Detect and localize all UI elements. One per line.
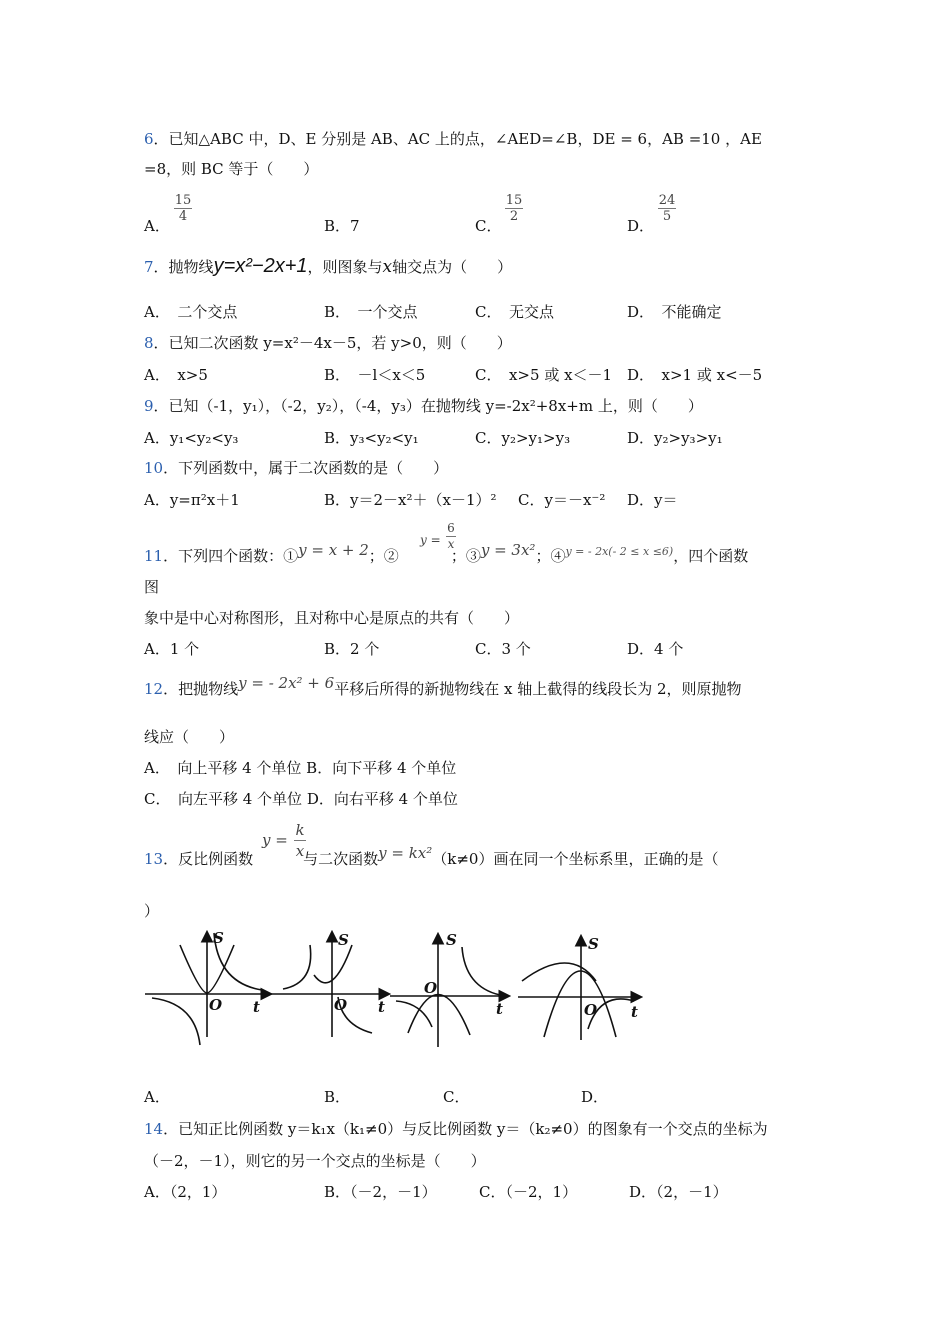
q9-number: 9 xyxy=(144,397,154,415)
q12-options-ab[interactable]: A． 向上平移 4 个单位 B．向下平移 4 个单位 xyxy=(144,759,457,777)
q14-stem xyxy=(144,1119,768,1139)
q11-option-a[interactable]: A．1 个 xyxy=(144,640,200,658)
q14-number: 14 xyxy=(144,1120,164,1138)
q10-number: 10 xyxy=(144,459,164,477)
q14-option-d[interactable]: D．（2，－1） xyxy=(629,1183,728,1201)
q6-option-c[interactable]: C． xyxy=(475,217,502,235)
q9-option-b[interactable]: B．y₃<y₂<y₁ xyxy=(324,429,419,447)
graph-c-parabola xyxy=(408,994,470,1035)
graph-b-hyperbola-upper xyxy=(283,945,311,989)
q12-formula: y = - 2x² + 6 xyxy=(238,674,335,692)
q11-text-post: ，四个函数 xyxy=(673,547,749,565)
q14-text: ．已知正比例函数 y＝k₁x（k₁≠0）与反比例函数 y＝（k₂≠0）的图象有一个交点的坐标为 xyxy=(163,1120,768,1138)
q12-stem xyxy=(144,674,742,699)
graph-a[interactable] xyxy=(145,933,270,1045)
graph-c-s-label: S xyxy=(446,931,457,949)
q12-text-post: 平移后所得的新抛物线在 x 轴上截得的线段长为 2，则原抛物 xyxy=(334,680,742,698)
q6-option-c-fraction xyxy=(505,193,523,224)
q7-option-b[interactable]: B． 一个交点 xyxy=(324,303,418,321)
graph-c-hyperbola-lower xyxy=(396,1001,432,1027)
fraction-numerator: 24 xyxy=(658,193,676,208)
q11-number: 11 xyxy=(144,547,164,565)
q10-option-d[interactable]: D．y＝ xyxy=(627,491,678,509)
q11-sep-3: ；③ xyxy=(450,547,481,565)
fraction-numerator: 6 xyxy=(447,521,455,535)
graph-d[interactable] xyxy=(518,937,640,1040)
graph-c-origin-label: O xyxy=(424,979,438,997)
graph-d-origin-label: O xyxy=(584,1001,598,1019)
q12-number: 12 xyxy=(144,680,164,698)
q7-option-c[interactable]: C． 无交点 xyxy=(475,303,554,321)
q8-number: 8 xyxy=(144,334,154,352)
q7-formula: y=x²−2x+1 xyxy=(213,255,308,277)
q6-option-d-fraction xyxy=(658,193,676,224)
q13-function-2: y = kx² xyxy=(378,844,433,862)
q8-option-d[interactable]: D． x>1 或 x<－5 xyxy=(627,366,763,384)
q9-option-a[interactable]: A．y₁<y₂<y₃ xyxy=(144,429,239,447)
q14-stem-line2: （－2，－1），则它的另一个交点的坐标是（ ） xyxy=(144,1152,486,1170)
q10-option-a[interactable]: A．y=π²x＋1 xyxy=(144,491,240,509)
q11-option-b[interactable]: B．2 个 xyxy=(324,640,380,658)
q8-option-a[interactable]: A． x>5 xyxy=(144,366,208,384)
q7-option-a[interactable]: A． 二个交点 xyxy=(144,303,238,321)
q6-option-a[interactable]: A． xyxy=(144,217,170,235)
q11-text-pre: ．下列四个函数：① xyxy=(163,547,299,565)
q6-option-a-fraction xyxy=(174,193,192,224)
q11-sep-2: ；② xyxy=(368,547,399,565)
graph-b[interactable] xyxy=(270,933,388,1037)
fraction-numerator: k xyxy=(295,821,305,839)
q11-function-3: y = 3x² xyxy=(480,541,536,559)
q10-text: ．下列函数中，属于二次函数的是（ ） xyxy=(163,459,449,477)
q6-text: ．已知△ABC 中，D、E 分别是 AB、AC 上的点，∠AED=∠B，DE = 6，AB =10 ，AE xyxy=(153,130,762,148)
q11-option-d[interactable]: D．4 个 xyxy=(627,640,684,658)
graph-d-t-label: t xyxy=(631,1003,638,1021)
q7-number: 7 xyxy=(144,258,154,276)
q8-text: ．已知二次函数 y=x²－4x－5，若 y>0，则（ ） xyxy=(153,334,512,352)
q7-text-post: 轴交点为（ ） xyxy=(392,258,513,276)
q9-stem xyxy=(144,396,703,416)
q12-stem-line2: 线应（ ） xyxy=(144,728,235,746)
fraction-numerator: 15 xyxy=(505,193,523,208)
q13-option-a[interactable]: A． xyxy=(144,1088,170,1106)
q13-option-d[interactable]: D． xyxy=(581,1088,609,1106)
q9-option-c[interactable]: C．y₂>y₁>y₃ xyxy=(475,429,571,447)
graph-a-origin-label: O xyxy=(209,996,223,1014)
q7-option-d[interactable]: D． 不能确定 xyxy=(627,303,722,321)
q12-text-pre: ．把抛物线 xyxy=(163,680,239,698)
q13-text-post: （k≠0）画在同一个坐标系里，正确的是（ xyxy=(432,850,719,868)
fraction-lhs: y = xyxy=(262,831,288,849)
fraction-numerator: 15 xyxy=(174,193,192,208)
q12-options-cd[interactable]: C． 向左平移 4 个单位 D．向右平移 4 个单位 xyxy=(144,790,458,808)
q13-option-c[interactable]: C． xyxy=(443,1088,470,1106)
q13-stem-close: ） xyxy=(144,902,160,920)
q11-sep-4: ；④ xyxy=(535,547,566,565)
fraction-denominator: 4 xyxy=(174,208,192,224)
q14-option-c[interactable]: C．（－2，1） xyxy=(479,1183,578,1201)
q6-option-d[interactable]: D． xyxy=(627,217,655,235)
q14-option-a[interactable]: A．（2，1） xyxy=(144,1183,227,1201)
q6-stem-line2: =8，则 BC 等于（ ） xyxy=(144,160,319,178)
q8-option-b[interactable]: B． －l＜x＜5 xyxy=(324,366,426,384)
graph-b-s-label: S xyxy=(338,931,349,949)
graph-c[interactable] xyxy=(390,935,508,1047)
graph-c-hyperbola-upper xyxy=(462,947,500,995)
graph-b-origin-label: O xyxy=(334,996,348,1014)
q11-function-1: y = x + 2 xyxy=(298,541,369,559)
q9-text: ．已知（-1，y₁），（-2，y₂），（-4，y₃）在抛物线 y=-2x²+8x+m 上，则（ ） xyxy=(153,397,703,415)
q7-x-variable: x xyxy=(382,257,393,277)
fraction-denominator: 5 xyxy=(658,208,676,224)
q7-stem xyxy=(144,256,512,277)
graph-b-t-label: t xyxy=(378,998,385,1016)
q11-function-4: y = - 2x(- 2 ≤ x ≤6) xyxy=(565,545,674,558)
graph-d-s-label: S xyxy=(588,935,599,953)
graph-c-t-label: t xyxy=(496,1000,503,1018)
q11-option-c[interactable]: C．3 个 xyxy=(475,640,531,658)
q9-option-d[interactable]: D．y₂>y₃>y₁ xyxy=(627,429,723,447)
q8-stem xyxy=(144,333,512,353)
q13-option-b[interactable]: B． xyxy=(324,1088,351,1106)
q6-number: 6 xyxy=(144,130,154,148)
q6-stem xyxy=(144,129,762,149)
fraction-denominator: x xyxy=(295,842,305,860)
q13-graphs xyxy=(140,925,660,1055)
graph-a-s-label: S xyxy=(213,929,224,947)
fraction-denominator: 2 xyxy=(505,208,523,224)
q13-stem xyxy=(144,844,719,869)
q7-text-mid: ，则图象与 xyxy=(307,258,383,276)
q11-stem-line3: 象中是中心对称图形，且对称中心是原点的共有（ ） xyxy=(144,609,520,627)
q10-stem xyxy=(144,458,448,478)
graph-b-parabola xyxy=(314,945,352,983)
q10-option-c[interactable]: C．y＝－x⁻² xyxy=(518,491,606,509)
q6-option-b[interactable]: B．7 xyxy=(324,217,360,235)
graph-a-t-label: t xyxy=(253,998,260,1016)
q13-text-pre: ．反比例函数 xyxy=(163,850,254,868)
q8-option-c[interactable]: C． x>5 或 x＜－1 xyxy=(475,366,613,384)
q13-text-mid: 与二次函数 xyxy=(303,850,379,868)
q14-option-b[interactable]: B．（－2，－1） xyxy=(324,1183,437,1201)
q10-option-b[interactable]: B．y＝2－x²＋（x－1）² xyxy=(324,491,497,509)
fraction-denominator: x xyxy=(447,537,455,551)
fraction-lhs: y = xyxy=(420,533,441,547)
graph-a-hyperbola-lower xyxy=(152,998,200,1045)
q11-stem-line2: 图 xyxy=(144,578,160,596)
q13-number: 13 xyxy=(144,850,164,868)
q7-text-pre: ．抛物线 xyxy=(153,258,214,276)
